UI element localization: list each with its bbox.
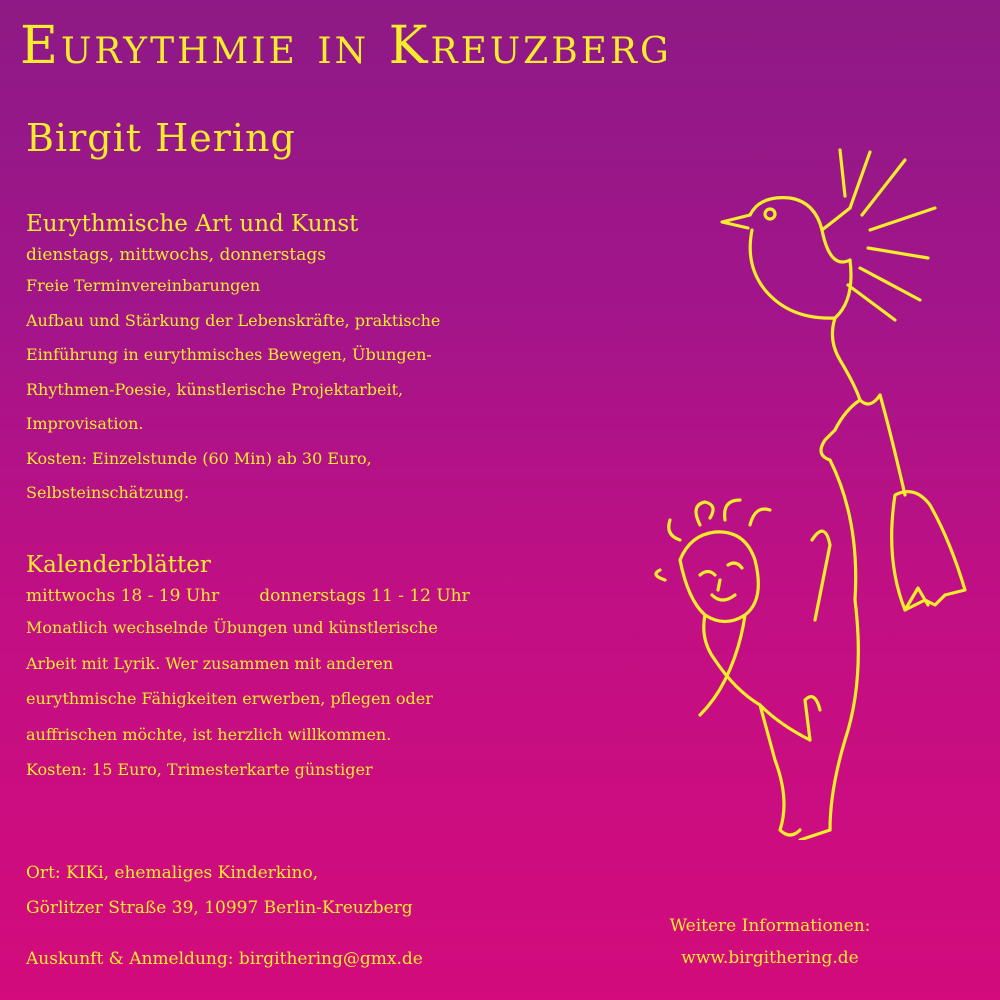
section-eurythmische-kunst bbox=[26, 208, 566, 511]
section-line: Aufbau und Stärkung der Lebenskräfte, praktische bbox=[26, 310, 441, 330]
section-line: Einführung in eurythmisches Bewegen, Übungen- bbox=[26, 345, 432, 364]
section-times bbox=[26, 583, 566, 610]
section-kalenderblaetter bbox=[26, 549, 566, 788]
section-line: eurythmische Fähigkeiten erwerben, pflegen oder bbox=[26, 689, 433, 708]
location-line-1: Ort: KIKi, ehemaliges Kinderkino, bbox=[26, 863, 319, 883]
time-thursday: donnerstags 11 - 12 Uhr bbox=[259, 586, 470, 606]
section-days: dienstags, mittwochs, donnerstags bbox=[26, 245, 326, 265]
contact-email[interactable]: Auskunft & Anmeldung: birgithering@gmx.de bbox=[26, 949, 423, 969]
section-line: Monatlich wechselnde Übungen und künstlerische bbox=[26, 618, 438, 637]
section-line: Rhythmen-Poesie, künstlerische Projektarbeit, bbox=[26, 379, 404, 399]
section-line: auffrischen möchte, ist herzlich willkommen. bbox=[26, 724, 392, 744]
section-line: Freie Terminvereinbarungen bbox=[26, 276, 261, 295]
section-heading: Kalenderblätter bbox=[26, 552, 211, 578]
more-info-block bbox=[630, 910, 910, 974]
time-wednesday: mittwochs 18 - 19 Uhr bbox=[26, 586, 220, 606]
website-link[interactable]: www.birgithering.de bbox=[681, 948, 859, 968]
location-line-2: Görlitzer Straße 39, 10997 Berlin-Kreuzberg bbox=[26, 898, 413, 918]
section-line: Selbsteinschätzung. bbox=[26, 483, 190, 502]
bird-and-figures-illustration bbox=[640, 120, 1000, 840]
location-block bbox=[26, 856, 413, 926]
section-line: Arbeit mit Lyrik. Wer zusammen mit anderen bbox=[26, 653, 394, 673]
more-info-label: Weitere Informationen: bbox=[669, 916, 871, 936]
section-line: Improvisation. bbox=[26, 414, 144, 433]
author-name: Birgit Hering bbox=[26, 116, 296, 160]
section-heading: Eurythmische Art und Kunst bbox=[26, 211, 359, 237]
section-line: Kosten: 15 Euro, Trimesterkarte günstiger bbox=[26, 760, 373, 779]
section-line: Kosten: Einzelstunde (60 Min) ab 30 Euro, bbox=[26, 448, 372, 468]
page-title: Eurythmie in Kreuzberg bbox=[20, 16, 672, 76]
